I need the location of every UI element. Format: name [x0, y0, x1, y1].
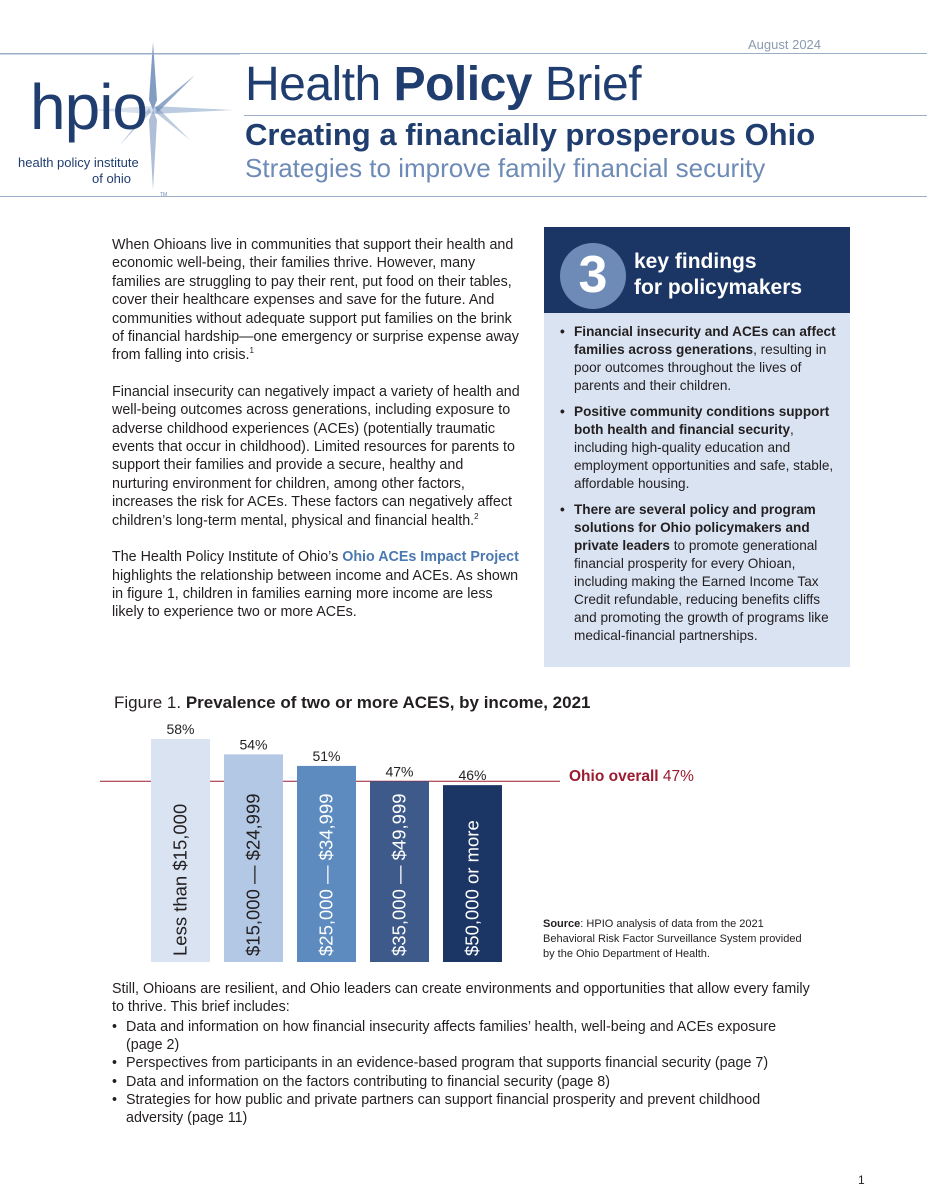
- contents-item: • Data and information on how financial insecurity affects families’ health, well-being and ACEs exposure (page 2): [112, 1018, 812, 1054]
- bar-value-label: 47%: [385, 763, 414, 780]
- intro-paragraph-3: [112, 548, 522, 622]
- bar-category-label: Less than $15,000: [169, 803, 191, 956]
- key-finding-bold: Financial insecurity and ACEs can affect families across generations: [574, 324, 836, 357]
- logo-trademark: TM: [160, 192, 168, 198]
- bar-category-label: $15,000 — $24,999: [242, 793, 264, 956]
- key-finding-bold: There are several policy and program solutions for Ohio policymakers and private leaders: [574, 502, 816, 553]
- title-part-post: Brief: [532, 58, 642, 111]
- key-finding-bold: Positive community conditions support both health and financial security: [574, 404, 830, 437]
- bar-category-label: $25,000 — $34,999: [315, 793, 337, 956]
- key-finding-text: , including high-quality education and employment opportunities and safe, stable, affordable housing.: [574, 422, 834, 491]
- intro-p2-text: Financial insecurity can negatively impact a variety of health and well-being outcomes across generations, including exposure to adverse childhood experiences (ACEs) (potentially traumatic events that occur in childhood). Limited resources for parents to support their families and provide a secure, healthy and nurturing environment for children, among other factors, increases the risk for ACEs. These factors can negatively affect children’s long-term mental, physical and financial health.: [112, 383, 520, 529]
- intro-paragraph-1: [112, 236, 522, 365]
- ohio-aces-impact-project-link[interactable]: Ohio ACEs Impact Project: [342, 549, 519, 566]
- title-part-pre: Health: [245, 58, 394, 111]
- contents-item: • Data and information on the factors contributing to financial security (page 8): [112, 1073, 812, 1091]
- ohio-overall-value: 47%: [662, 768, 694, 785]
- figure-title-text: Prevalence of two or more ACES, by income, 2021: [185, 693, 591, 712]
- source-label: Source: [543, 918, 581, 930]
- contents-item: • Strategies for how public and private partners can support financial prosperity and prevent childhood adversity (page 11): [112, 1091, 812, 1127]
- key-findings-title-line1: key findings: [634, 250, 757, 273]
- intro-text: [112, 236, 522, 640]
- bar-category-label: $50,000 or more: [461, 820, 483, 956]
- intro-paragraph-2: [112, 383, 522, 530]
- contents-item: • Perspectives from participants in an evidence-based program that supports financial security (page 7): [112, 1054, 812, 1072]
- logo-name-line1: health policy institute: [18, 155, 139, 170]
- page-number: 1: [858, 1173, 865, 1187]
- brief-tagline: Strategies to improve family financial security: [245, 153, 766, 183]
- ohio-overall-text: Ohio overall: [569, 768, 659, 785]
- key-findings-title: [634, 249, 802, 301]
- bar-value-label: 51%: [312, 747, 341, 764]
- bar-category-label: $35,000 — $49,999: [388, 793, 410, 956]
- page-title: [245, 55, 641, 115]
- title-part-bold: Policy: [393, 58, 532, 111]
- brief-subtitle: Creating a financially prosperous Ohio: [245, 117, 816, 152]
- brief-contents-list: [112, 1018, 812, 1127]
- closing-intro: Still, Ohioans are resilient, and Ohio leaders can create environments and opportunities that allow every family to thrive. This brief includes:: [112, 981, 810, 1016]
- ohio-overall-label: [569, 768, 694, 786]
- key-findings-title-line2: for policymakers: [634, 276, 803, 299]
- bar-value-label: 54%: [239, 736, 268, 753]
- source-text: : HPIO analysis of data from the 2021 Behavioral Risk Factor Surveillance System provided by the Ohio Department of Health.: [543, 918, 802, 960]
- key-findings-list: [560, 323, 844, 653]
- key-finding-item: [560, 323, 844, 395]
- footnote-ref: 2: [474, 511, 479, 521]
- key-finding-item: [560, 403, 844, 493]
- publication-date: August 2024: [748, 37, 822, 52]
- key-findings-number: 3: [560, 243, 626, 309]
- key-finding-item: [560, 501, 844, 645]
- aces-income-bar-chart: [100, 715, 560, 965]
- figure-title: [114, 693, 591, 713]
- figure-source: [543, 917, 803, 962]
- bar-value-label: 58%: [166, 721, 195, 737]
- logo-name-line2: of ohio: [92, 171, 132, 186]
- footnote-ref: 1: [249, 346, 254, 356]
- key-finding-text: to promote generational financial prosperity for every Ohioan, including making the Earned Income Tax Credit refundable, reducing benefits cliffs and promoting the growth of programs like medical-financial partnerships.: [574, 538, 829, 643]
- intro-p1-text: When Ohioans live in communities that support their health and economic well-being, their families thrive. However, many families are struggling to pay their rent, put food on their tables, cover their healthcare expenses and save for the future. And communities without adequate support put families on the brink of financial hardship—one emergency or surprise expense away from falling into crisis.: [112, 237, 519, 364]
- intro-p3-pre: The Health Policy Institute of Ohio’s: [112, 549, 343, 566]
- logo-wordmark: hpio: [30, 71, 147, 143]
- key-finding-text: , resulting in poor outcomes throughout the lives of parents and their children.: [574, 342, 827, 393]
- intro-p3-post: highlights the relationship between income and ACEs. As shown in figure 1, children in families earning more income are less likely to experience two or more ACEs.: [112, 567, 519, 621]
- figure-label: Figure 1.: [114, 693, 186, 712]
- bar-value-label: 46%: [458, 767, 487, 784]
